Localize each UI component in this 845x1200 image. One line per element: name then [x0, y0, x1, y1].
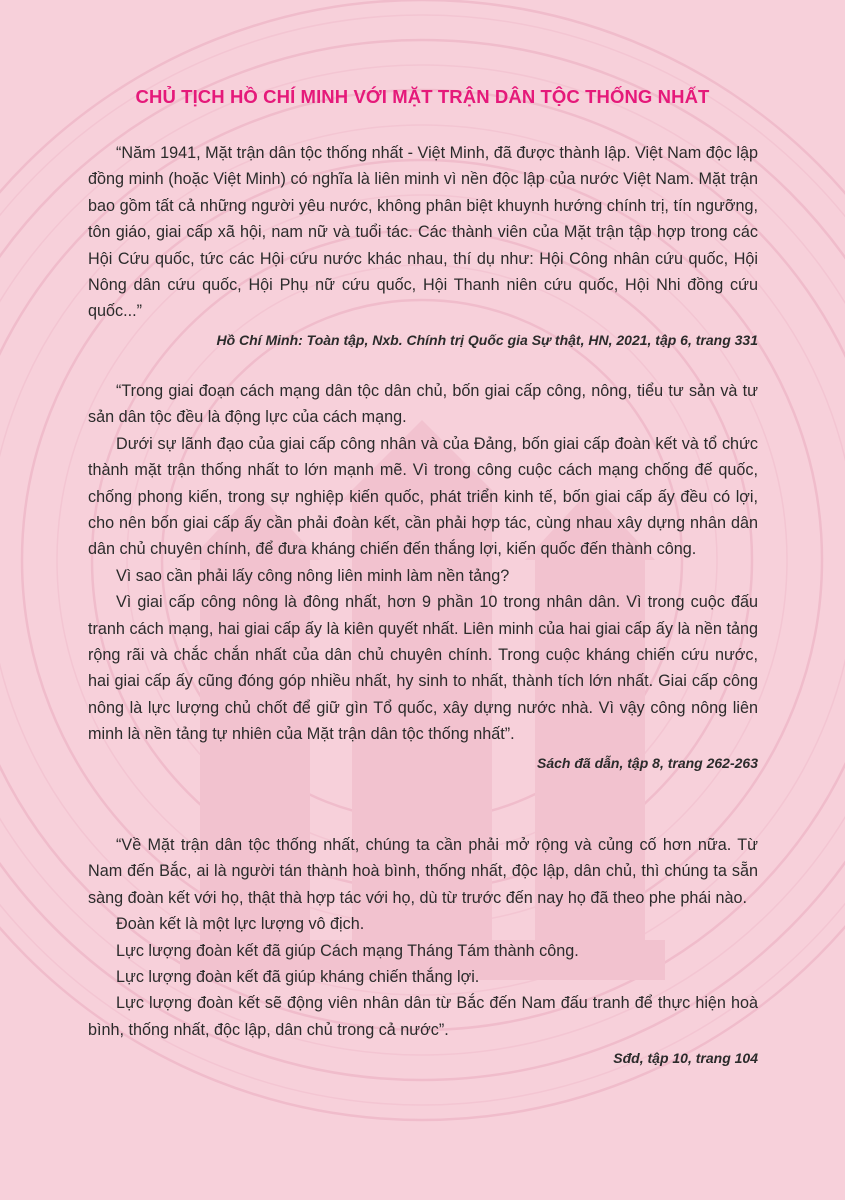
- quote-source: Sđd, tập 10, trang 104: [613, 1050, 758, 1067]
- quote-section-1: [88, 140, 758, 351]
- quote-source: Sách đã dẫn, tập 8, trang 262-263: [537, 754, 758, 771]
- quote-source: Hồ Chí Minh: Toàn tập, Nxb. Chính trị Quốc gia Sự thật, HN, 2021, tập 6, trang 331: [216, 331, 758, 348]
- quote-paragraph: Dưới sự lãnh đạo của giai cấp công nhân và của Đảng, bốn giai cấp đoàn kết và tổ chức thành mặt trận thống nhất to lớn mạnh mẽ. Vì trong công cuộc cách mạng chống đế quốc, chống phong kiến, trong sự nghiệp kiến quốc, phát triển kinh tế, bốn giai cấp ấy đều có lợi, cho nên bốn giai cấp ấy cần phải đoàn kết, cần phải hợp tác, cùng nhau xây dựng nhân dân dân chủ chuyên chính, để đưa kháng chiến đến thắng lợi, kiến quốc đến thành công.: [88, 434, 758, 559]
- quote-section-3: [88, 832, 758, 1069]
- quote-paragraph: Lực lượng đoàn kết đã giúp Cách mạng Tháng Tám thành công.: [116, 941, 579, 960]
- quote-paragraph: “Trong giai đoạn cách mạng dân tộc dân chủ, bốn giai cấp công, nông, tiểu tư sản và tư sản dân tộc đều là động lực của cách mạng.: [88, 382, 758, 427]
- quote-paragraph: Lực lượng đoàn kết sẽ động viên nhân dân từ Bắc đến Nam đấu tranh để thực hiện hoà bình, thống nhất, độc lập, dân chủ trong cả nước”.: [88, 994, 758, 1039]
- quote-paragraph: Lực lượng đoàn kết đã giúp kháng chiến thắng lợi.: [116, 968, 480, 987]
- page-title: CHỦ TỊCH HỒ CHÍ MINH VỚI MẶT TRẬN DÂN TỘC THỐNG NHẤT: [135, 86, 710, 107]
- quote-paragraph: Vì giai cấp công nông là đông nhất, hơn 9 phần 10 trong nhân dân. Vì trong cuộc đấu tranh cách mạng, hai giai cấp ấy là kiên quyết nhất. Liên minh của hai giai cấp ấy là nền tảng rộng rãi và chắc chắn nhất của dân chủ chuyên chính. Trong cuộc kháng chiến cứu nước, hai giai cấp ấy cũng đóng góp nhiều nhất, hy sinh to nhất, thành tích lớn nhất. Giai cấp công nông là lực lượng chủ chốt để giữ gìn Tổ quốc, xây dựng nước nhà. Vì vậy công nông liên minh là nền tảng tự nhiên của Mặt trận dân tộc thống nhất”.: [88, 593, 758, 744]
- quote-section-2: [88, 378, 758, 774]
- quote-paragraph: Vì sao cần phải lấy công nông liên minh làm nền tảng?: [116, 566, 510, 585]
- quote-paragraph: “Về Mặt trận dân tộc thống nhất, chúng ta cần phải mở rộng và củng cố hơn nữa. Từ Nam đến Bắc, ai là người tán thành hoà bình, thống nhất, độc lập, dân chủ, thì chúng ta sẵn sàng đoàn kết với họ, thật thà hợp tác với họ, dù từ trước đến nay họ đã theo phe phái nào.: [88, 836, 758, 907]
- quote-paragraph: “Năm 1941, Mặt trận dân tộc thống nhất - Việt Minh, đã được thành lập. Việt Nam độc lập đồng minh (hoặc Việt Minh) có nghĩa là liên minh vì nền độc lập của nước Việt Nam. Mặt trận bao gồm tất cả những người yêu nước, không phân biệt khuynh hướng chính trị, tín ngưỡng, tôn giáo, giai cấp xã hội, nam nữ và tuổi tác. Các thành viên của Mặt trận tập hợp trong các Hội Cứu quốc, tức các Hội cứu nước khác nhau, thí dụ như: Hội Công nhân cứu quốc, Hội Nông dân cứu quốc, Hội Phụ nữ cứu quốc, Hội Thanh niên cứu quốc, Hội Nhi đồng cứu quốc...”: [88, 144, 758, 321]
- quote-paragraph: Đoàn kết là một lực lượng vô địch.: [116, 915, 365, 934]
